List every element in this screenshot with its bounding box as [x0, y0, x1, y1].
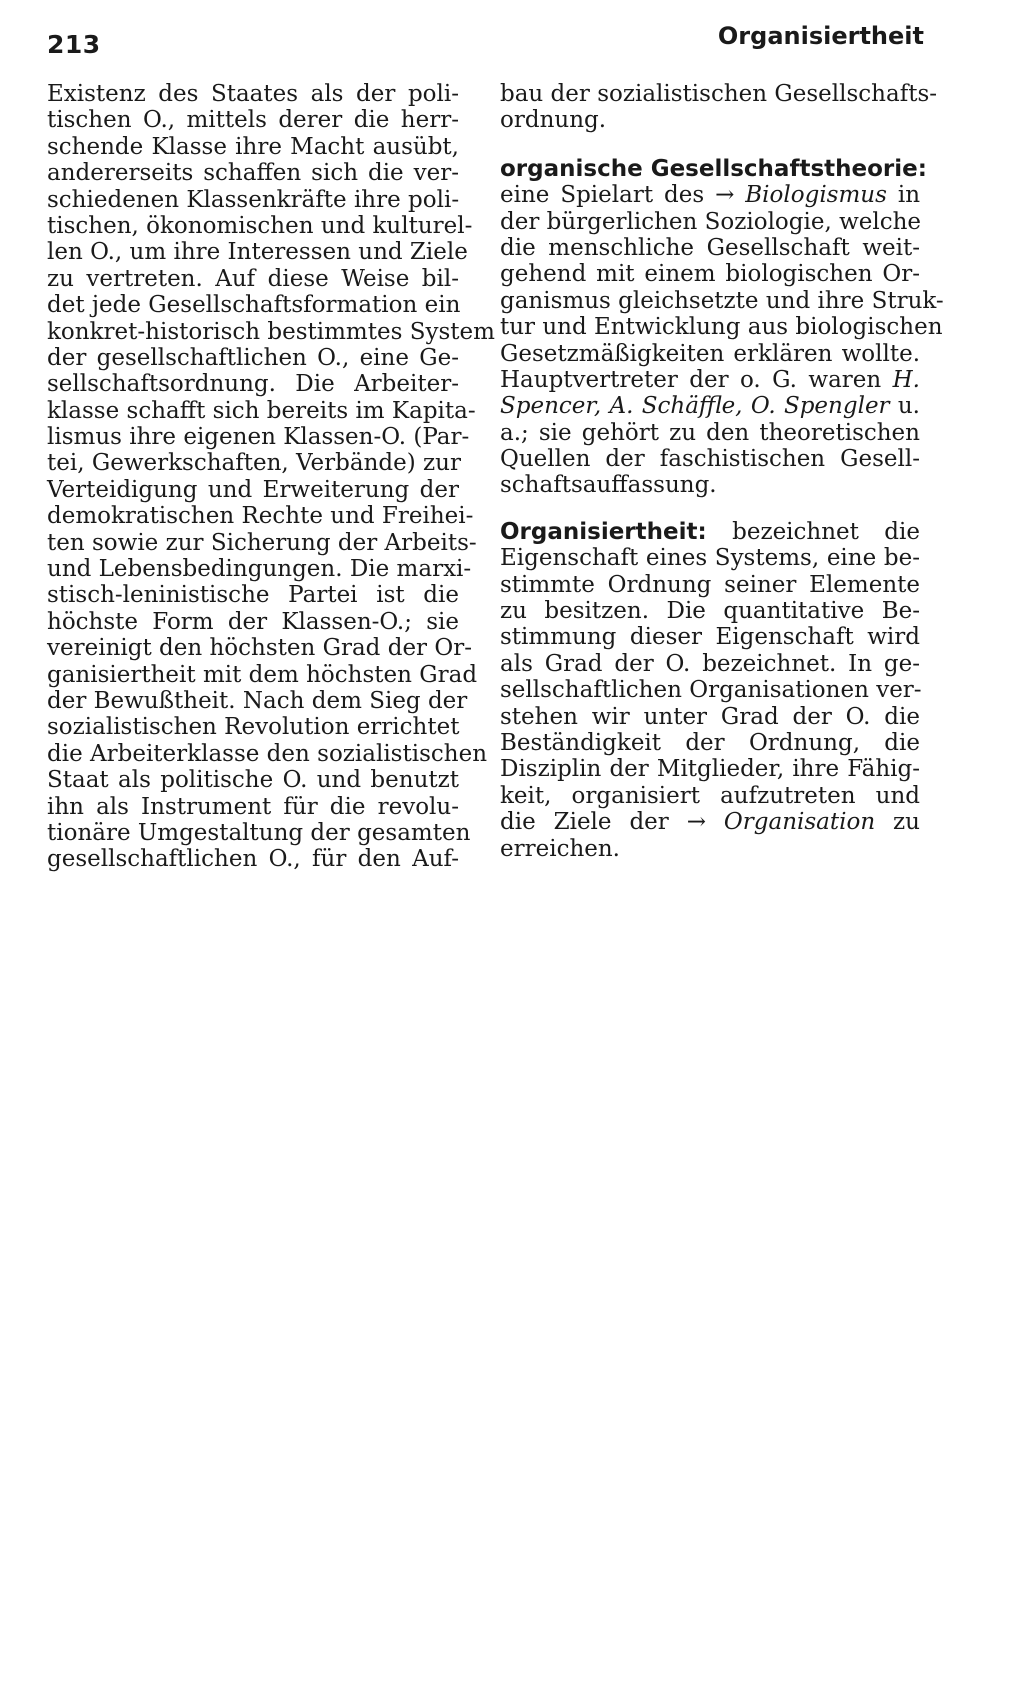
text-line — [500, 809, 920, 835]
text-line: bau der sozialistischen Gesellschafts- — [500, 81, 938, 107]
text-line: schaftsauffassung. — [500, 472, 717, 499]
entry-gap — [500, 499, 920, 519]
text-line: die Arbeiterklasse den sozialistischen — [47, 740, 488, 767]
text-line: ten sowie zur Sicherung der Arbeits- — [47, 529, 477, 556]
text-line: tionäre Umgestaltung der gesamten — [47, 819, 471, 846]
text-line: tei, Gewerkschaften, Verbände) zur — [47, 450, 461, 477]
text-line: demokratischen Rechte und Freihei- — [47, 503, 474, 530]
text-line: die menschliche Gesellschaft weit- — [500, 234, 920, 261]
cross-reference-arrow-icon: → — [715, 182, 735, 209]
text-line: der gesellschaftlichen O., eine Ge- — [47, 344, 459, 371]
person-name: H. — [892, 366, 920, 393]
text-line: stisch-leninistische Partei ist die — [47, 582, 459, 609]
text-line: ordnung. — [500, 107, 607, 134]
text-line: Verteidigung und Erweiterung der — [47, 476, 459, 503]
text-line: und Lebensbedingungen. Die marxi- — [47, 556, 472, 583]
text-line: der bürgerlichen Soziologie, welche — [500, 208, 922, 235]
text-line: schiedenen Klassenkräfte ihre poli- — [47, 186, 460, 213]
text-line: gehend mit einem biologischen Or- — [500, 261, 920, 288]
page-number: 213 — [47, 30, 101, 59]
text-line: höchste Form der Klassen-O.; sie — [47, 608, 459, 635]
text-line: Beständigkeit der Ordnung, die — [500, 729, 920, 756]
text-line: Staat als politische O. und benutzt — [47, 767, 459, 794]
text-segment: eine Spielart des — [500, 182, 716, 209]
entry-term: organische Gesellschaftstheorie: — [500, 155, 927, 182]
text-line: zu vertreten. Auf diese Weise bil- — [47, 265, 459, 292]
text-line: ganisiertheit mit dem höchsten Grad — [47, 661, 478, 688]
text-line: a.; sie gehört zu den theoretischen — [500, 419, 920, 446]
text-line: der Bewußtheit. Nach dem Sieg der — [47, 687, 468, 714]
entry-headword-line — [500, 155, 927, 182]
text-line: als Grad der O. bezeichnet. In ge- — [500, 650, 920, 677]
text-segment: bezeichnet die — [706, 518, 920, 545]
text-line: erreichen. — [500, 835, 620, 862]
cross-reference-link[interactable]: Biologismus — [745, 182, 887, 209]
cross-reference-arrow-icon: → — [686, 809, 706, 836]
text-line: ihn als Instrument für die revolu- — [47, 793, 459, 820]
text-line: stehen wir unter Grad der O. die — [500, 703, 920, 730]
text-line: Quellen der faschistischen Gesell- — [500, 446, 920, 473]
right-column — [500, 81, 944, 862]
person-names: Spencer, A. Schäffle, O. Spengler — [500, 393, 890, 420]
text-line: stimmung dieser Eigenschaft wird — [500, 624, 920, 651]
text-line: sozialistischen Revolution errichtet — [47, 714, 460, 741]
text-line: vereinigt den höchsten Grad der Or- — [47, 635, 472, 662]
running-head: Organisiertheit — [717, 22, 924, 50]
text-line: schende Klasse ihre Macht ausübt, — [47, 133, 459, 160]
text-line: Eigenschaft eines Systems, eine be- — [500, 545, 920, 572]
text-line: zu besitzen. Die quantitative Be- — [500, 598, 920, 625]
text-line: Disziplin der Mitglieder, ihre Fähig- — [500, 756, 920, 783]
text-line: lismus ihre eigenen Klassen-O. (Par- — [47, 424, 470, 451]
text-segment: in — [886, 182, 921, 209]
entry-organische-gesellschaftstheorie — [500, 155, 944, 499]
text-line: keit, organisiert aufzutreten und — [500, 782, 920, 809]
text-line: tischen, ökonomischen und kulturel- — [47, 212, 473, 239]
entry-organisiertheit — [500, 519, 920, 862]
text-line: sellschaftlichen Organisationen ver- — [500, 677, 922, 704]
text-line: andererseits schaffen sich die ver- — [47, 160, 459, 187]
entry-gap — [500, 134, 920, 156]
text-line: konkret-historisch bestimmtes System — [47, 318, 495, 345]
entry-term: Organisiertheit: — [500, 518, 707, 545]
left-column — [47, 81, 495, 873]
text-line: len O., um ihre Interessen und Ziele — [47, 239, 468, 266]
cross-reference-link[interactable]: Organisation — [723, 809, 876, 836]
text-line: tischen O., mittels derer die herr- — [47, 107, 459, 134]
text-line: gesellschaftlichen O., für den Auf- — [47, 846, 459, 873]
text-line: klasse schafft sich bereits im Kapita- — [47, 397, 476, 424]
text-line — [500, 182, 920, 208]
text-line: det jede Gesellschaftsformation ein — [47, 292, 461, 319]
text-segment: die Ziele der — [500, 809, 687, 836]
text-segment: zu — [875, 809, 920, 836]
text-line — [500, 393, 920, 419]
entry-headword-line — [500, 519, 920, 545]
text-segment: Hauptvertreter der o. G. waren — [500, 366, 882, 393]
text-line: sellschaftsordnung. Die Arbeiter- — [47, 371, 459, 398]
text-line: tur und Entwicklung aus biologischen — [500, 314, 943, 341]
text-line: Existenz des Staates als der poli- — [47, 81, 459, 107]
text-line — [500, 367, 920, 393]
text-line: ganismus gleichsetzte und ihre Struk- — [500, 287, 944, 314]
text-line: stimmte Ordnung seiner Elemente — [500, 571, 920, 598]
text-segment: u. — [889, 393, 920, 420]
text-line: Gesetzmäßigkeiten erklären wollte. — [500, 340, 920, 367]
